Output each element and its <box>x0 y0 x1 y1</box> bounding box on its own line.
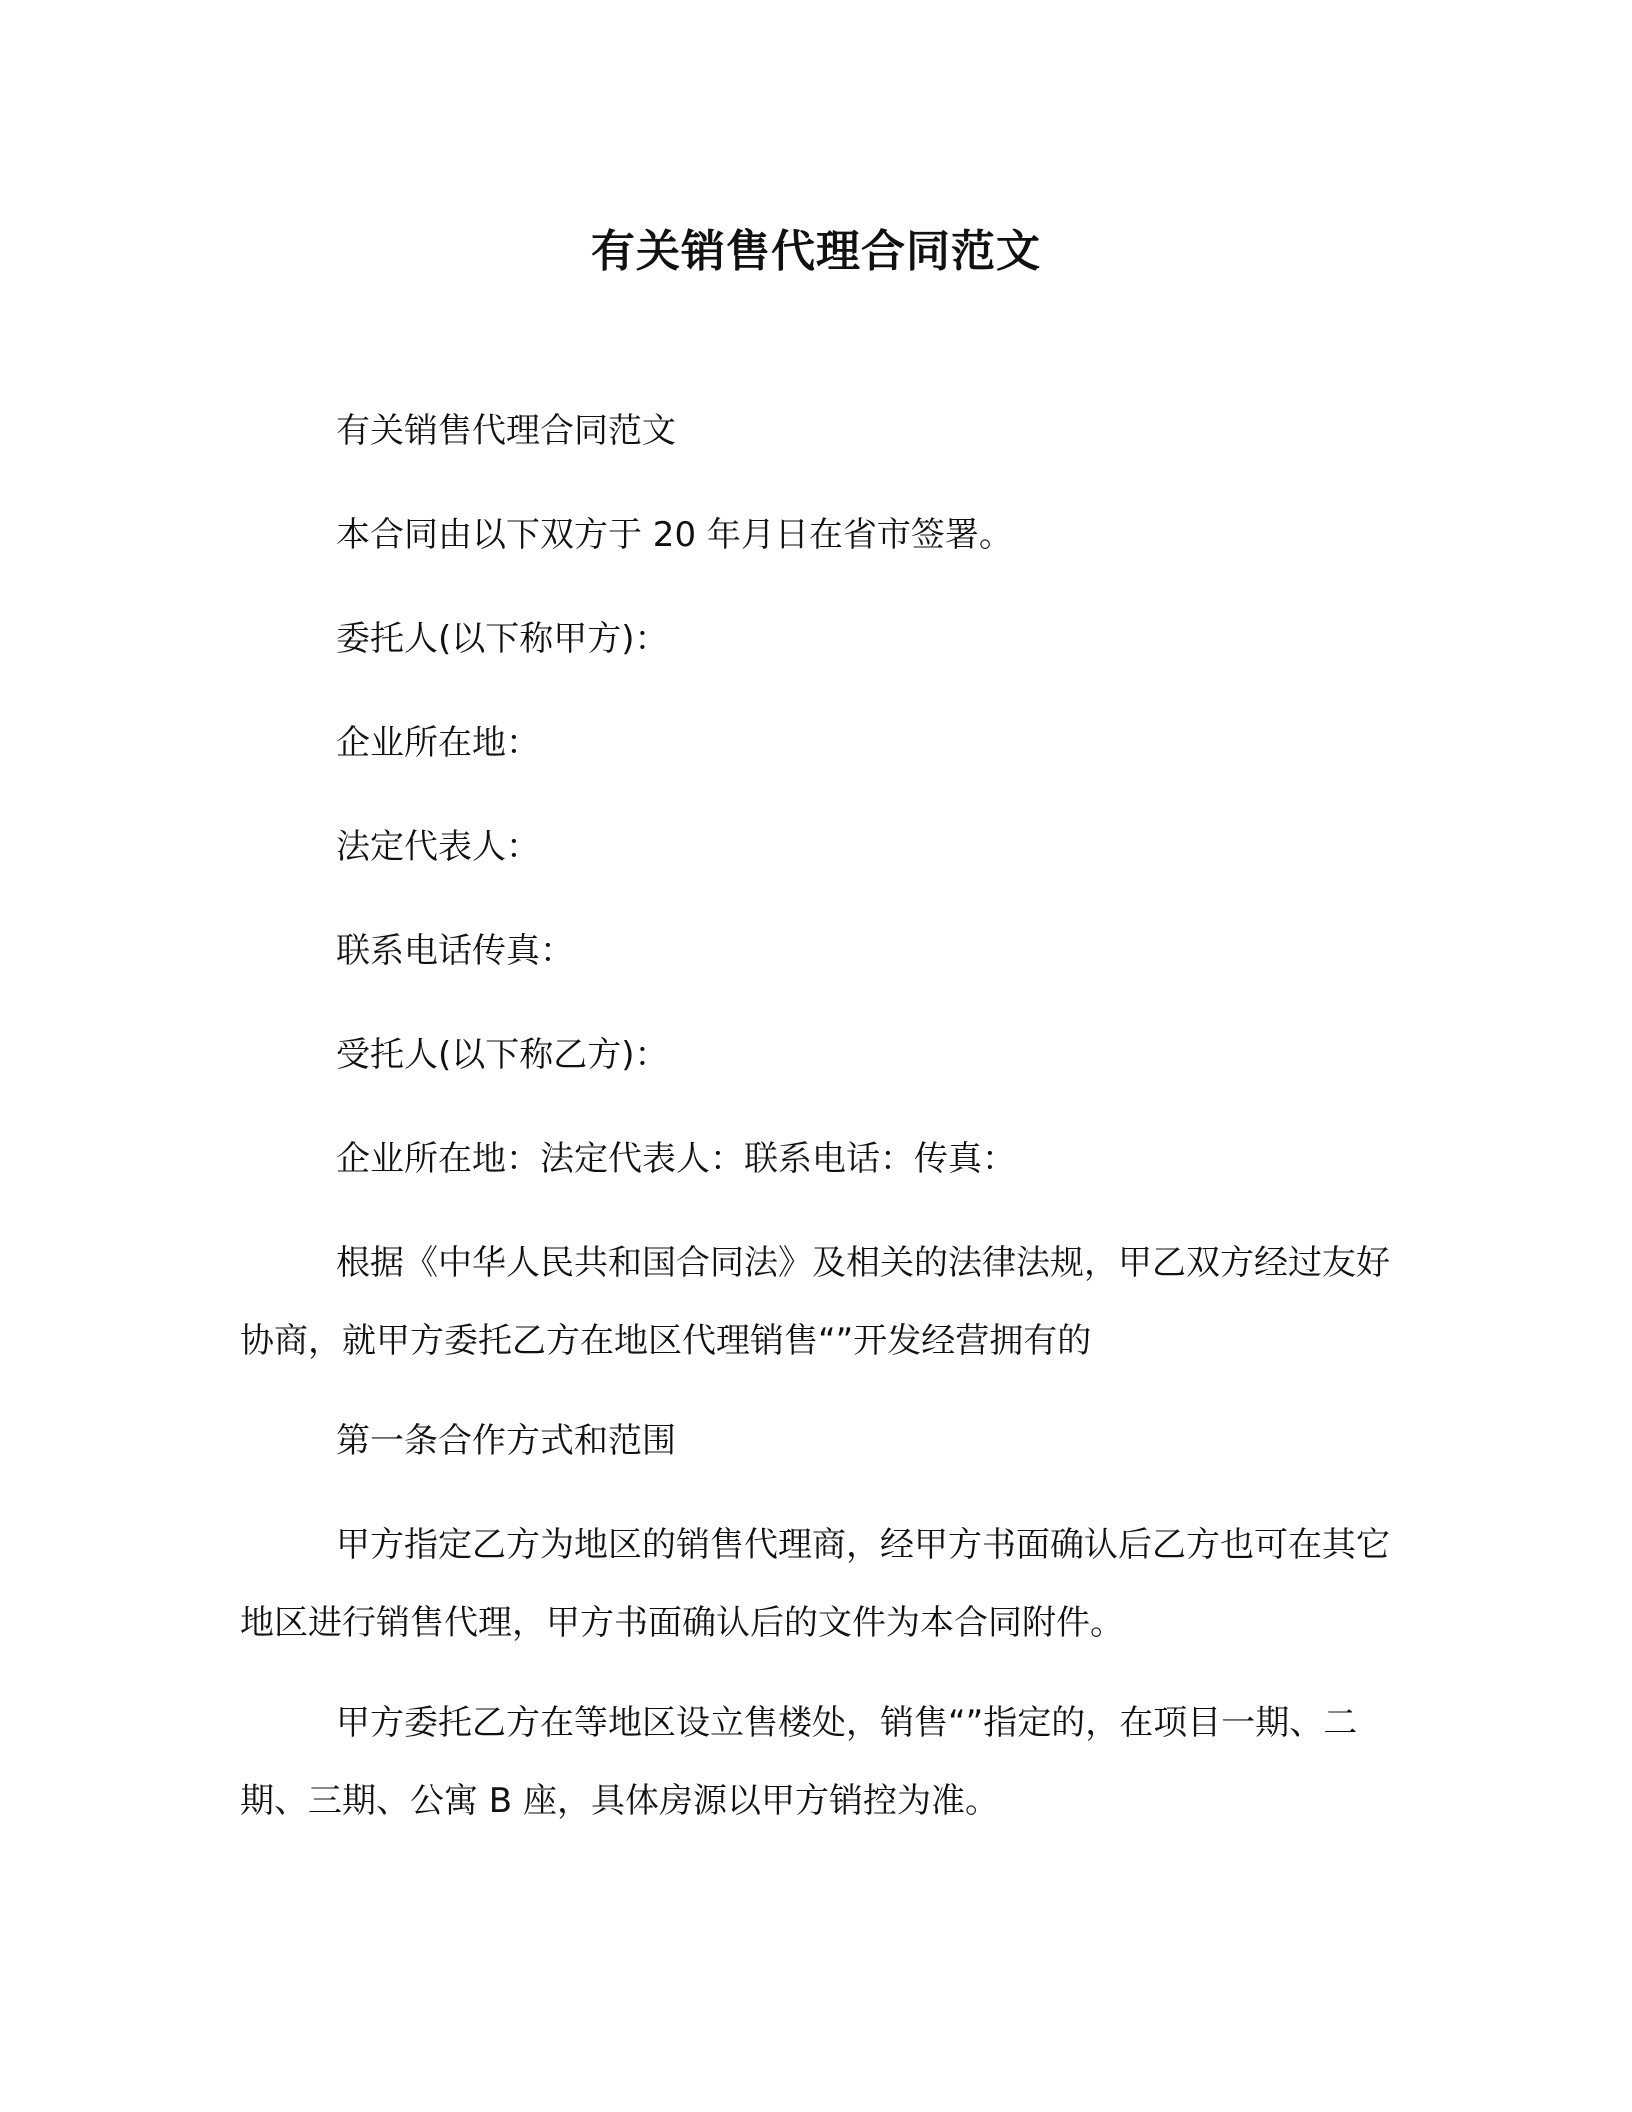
paragraph-party-a-location: 企业所在地： <box>336 723 540 763</box>
paragraph-basis: 根据《中华人民共和国合同法》及相关的法律法规，甲乙双方经过友好协商，就甲方委托乙方在地区代理销售“”开发经营拥有的 <box>240 1243 1390 1361</box>
paragraph-party-b-details: 企业所在地：法定代表人：联系电话：传真： <box>336 1139 1016 1179</box>
paragraph-article-1-scope: 甲方委托乙方在等地区设立售楼处，销售“”指定的，在项目一期、二期、三期、公寓 B 座，具体房源以甲方销控为准。 <box>240 1703 1358 1821</box>
document-title: 有关销售代理合同范文 <box>591 226 1041 277</box>
paragraph-party-a-representative: 法定代表人： <box>336 827 540 867</box>
paragraph-article-1-heading: 第一条合作方式和范围 <box>336 1421 676 1461</box>
paragraph-signing-info: 本合同由以下双方于 20 年月日在省市签署。 <box>336 515 1013 555</box>
paragraph-party-b: 受托人(以下称乙方)： <box>336 1035 669 1075</box>
paragraph-heading: 有关销售代理合同范文 <box>336 411 676 451</box>
paragraph-article-1-agent: 甲方指定乙方为地区的销售代理商，经甲方书面确认后乙方也可在其它地区进行销售代理，甲方书面确认后的文件为本合同附件。 <box>240 1525 1390 1643</box>
paragraph-party-a-contact: 联系电话传真： <box>336 931 574 971</box>
paragraph-party-a: 委托人(以下称甲方)： <box>336 619 669 659</box>
document-body <box>240 392 1402 1866</box>
